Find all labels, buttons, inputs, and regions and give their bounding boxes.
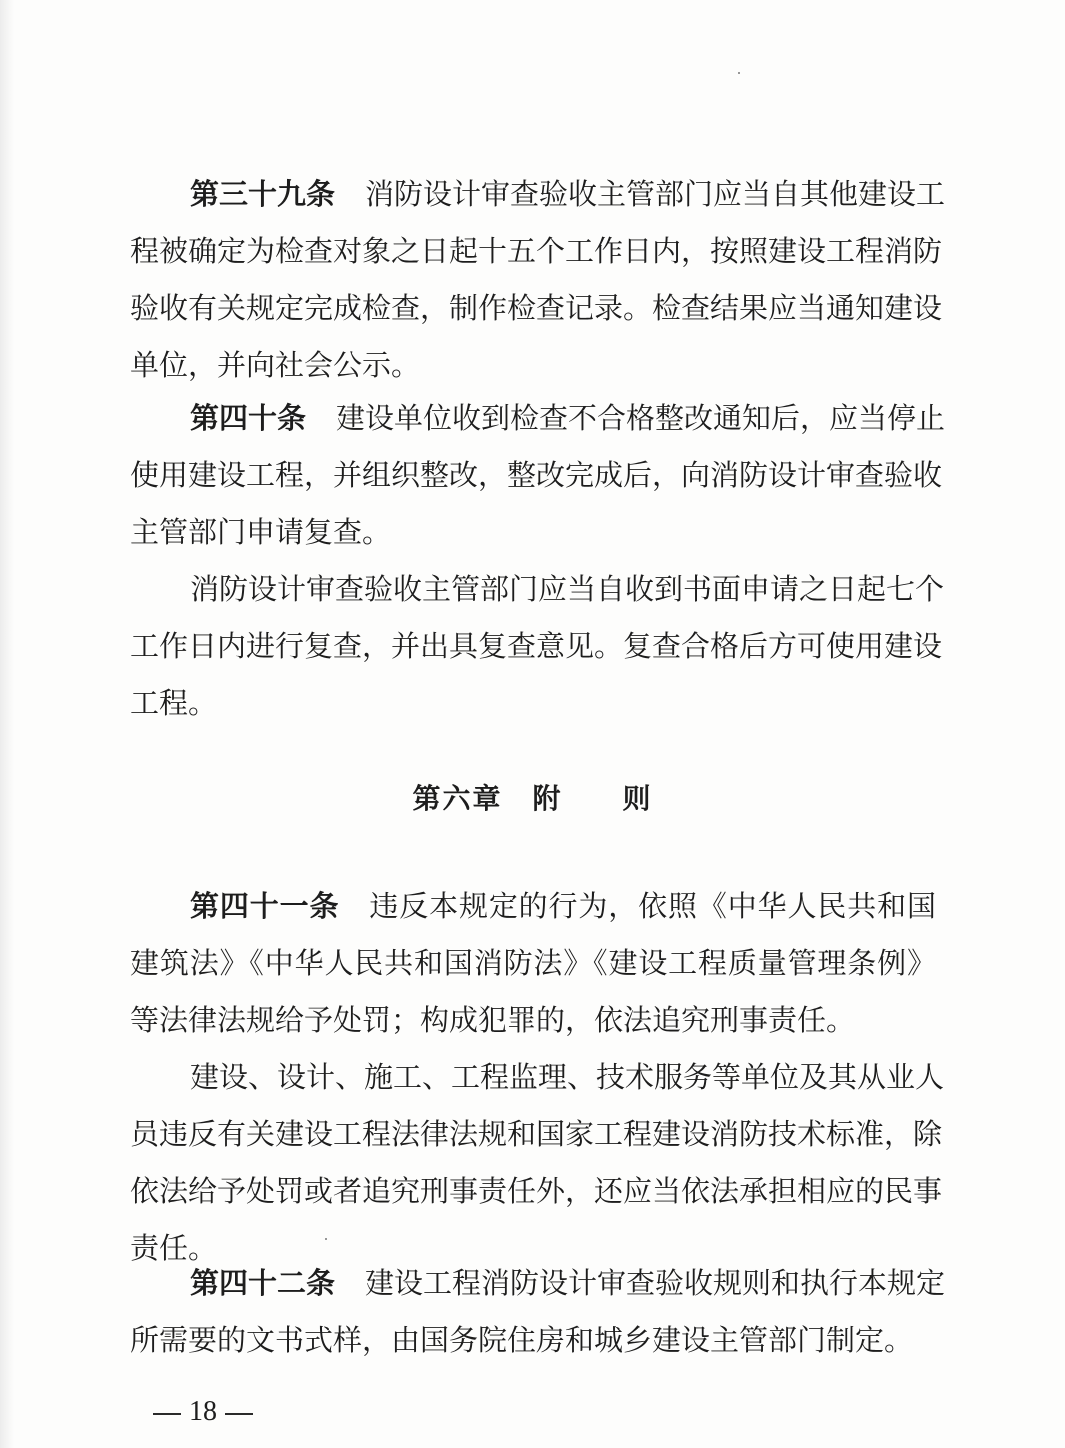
page-number bbox=[145, 1383, 261, 1440]
article-42-line-2: 所需要的文书式样，由国务院住房和城乡建设主管部门制定。 bbox=[130, 1323, 914, 1357]
article-40 bbox=[130, 390, 946, 732]
article-39-line-3: 验收有关规定完成检查，制作检查记录。检查结果应当通知建设 bbox=[130, 291, 943, 325]
article-41-para2-line-2: 员违反有关建设工程法律法规和国家工程建设消防技术标准，除 bbox=[130, 1117, 943, 1151]
article-41-line-2: 建筑法》《中华人民共和国消防法》《建设工程质量管理条例》 bbox=[130, 946, 936, 980]
article-41-para2-line-3: 依法给予处罚或者追究刑事责任外，还应当依法承担相应的民事 bbox=[130, 1174, 943, 1208]
chapter-heading: 第六章 附 则 bbox=[412, 782, 653, 815]
article-40-line-2: 使用建设工程，并组织整改，整改完成后，向消防设计审查验收 bbox=[130, 458, 943, 492]
article-41 bbox=[130, 878, 945, 1277]
article-41-line-3: 等法律法规给予处罚；构成犯罪的，依法追究刑事责任。 bbox=[130, 1003, 856, 1037]
article-42 bbox=[130, 1255, 946, 1369]
article-39-text-1: 消防设计审查验收主管部门应当自其他建设工 bbox=[365, 177, 946, 211]
article-40-label: 第四十条 bbox=[190, 401, 307, 435]
article-39 bbox=[130, 166, 946, 394]
article-42-label: 第四十二条 bbox=[190, 1266, 336, 1300]
article-39-line-2: 程被确定为检查对象之日起十五个工作日内，按照建设工程消防 bbox=[130, 234, 943, 268]
page-number-dash-right bbox=[225, 1413, 253, 1415]
article-39-label: 第三十九条 bbox=[190, 177, 336, 211]
scan-edge-shadow bbox=[0, 0, 14, 1448]
page-number-value: 18 bbox=[189, 1396, 217, 1427]
article-39-line-4: 单位，并向社会公示。 bbox=[130, 348, 421, 382]
article-41-line-1 bbox=[130, 878, 936, 935]
article-41-text-1: 违反本规定的行为，依照《中华人民共和国 bbox=[369, 889, 936, 923]
article-40-para2-line-2: 工作日内进行复查，并出具复查意见。复查合格后方可使用建设 bbox=[130, 629, 943, 663]
article-40-line-3: 主管部门申请复查。 bbox=[130, 515, 392, 549]
article-40-para2-line-1: 消防设计审查验收主管部门应当自收到书面申请之日起七个 bbox=[190, 572, 945, 606]
article-42-text-1: 建设工程消防设计审查验收规则和执行本规定 bbox=[365, 1266, 946, 1300]
scan-speck bbox=[738, 72, 740, 74]
article-40-text-1: 建设单位收到检查不合格整改通知后，应当停止 bbox=[336, 401, 946, 435]
article-41-para2-line-1: 建设、设计、施工、工程监理、技术服务等单位及其从业人 bbox=[190, 1060, 945, 1094]
article-41-label: 第四十一条 bbox=[190, 889, 340, 923]
article-39-line-1 bbox=[130, 166, 946, 223]
article-40-para2-line-3: 工程。 bbox=[130, 686, 218, 720]
page-number-dash-left bbox=[153, 1413, 181, 1415]
article-41-para2-line-4: 责任。 bbox=[130, 1231, 218, 1265]
article-40-line-1 bbox=[130, 390, 946, 447]
article-42-line-1 bbox=[130, 1255, 946, 1312]
